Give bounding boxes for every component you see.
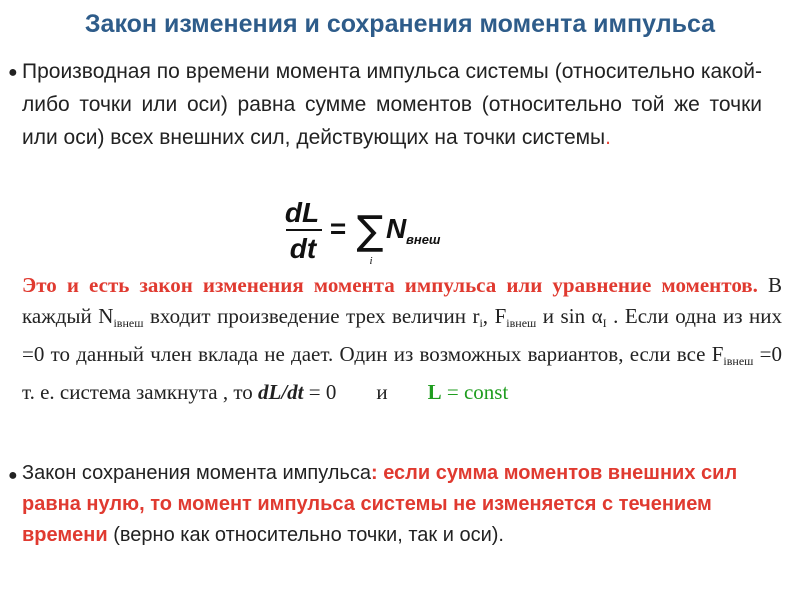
text-seg-5: . Если одна из них =0 то данный член вклада не дает. Один из возможных вариантов, если все F	[22, 304, 783, 366]
paragraph-derivative-law	[22, 55, 762, 154]
text-seg-2: входит произведение трех величин r	[143, 304, 480, 328]
bullet-dot-icon: ●	[8, 467, 18, 484]
text-seg-6: =0 т. е. система замкнута , то	[22, 342, 782, 404]
formula-equals: =	[329, 213, 347, 244]
page-title: Закон изменения и сохранения момента импульса	[84, 10, 716, 38]
equation-const-symbol: L	[427, 380, 442, 404]
formula-numerator: dL	[284, 197, 320, 228]
conservation-law-note: (верно как относительно точки, так и оси).	[107, 524, 504, 546]
paragraph-text: Производная по времени момента импульса системы (относительно какой-либо точки или оси) равна сумме моментов (относительно той же точки или оси) всех внешних сил, действующих на точки системы	[22, 60, 762, 149]
subscript-2: i	[479, 316, 483, 330]
paragraph-conservation-law	[22, 458, 782, 551]
highlight-law-statement: Это и есть закон изменения момента импульса или уравнение моментов.	[22, 273, 758, 297]
sum-index: i	[369, 255, 373, 267]
equation-derivative: dL/dt	[258, 380, 304, 404]
bullet-dot-icon: ●	[8, 64, 18, 81]
paragraph-end-dot: .	[605, 126, 611, 149]
subscript-3: iвнеш	[506, 316, 537, 330]
formula-rhs-subscript: внеш	[406, 232, 441, 247]
formula-rhs: N	[386, 213, 407, 244]
formula-moment-equation	[282, 196, 522, 268]
text-seg-3: , F	[482, 304, 507, 328]
equation-derivative-value: = 0	[303, 380, 337, 404]
conjunction-text: и	[376, 380, 388, 404]
paragraph-moments-equation	[22, 270, 782, 408]
conservation-law-statement: : если сумма моментов внешних сил равна нулю, то момент импульса системы не изменяется с течением времени	[22, 462, 738, 546]
text-seg-1: В каждый N	[22, 273, 782, 328]
equation-const-value: = const	[441, 380, 509, 404]
subscript-4: I	[602, 316, 607, 330]
subscript-1: iвнеш	[113, 316, 144, 330]
conservation-law-title: Закон сохранения момента импульса	[22, 462, 371, 484]
sum-symbol: ∑	[356, 208, 384, 254]
text-seg-4: и sin α	[536, 304, 603, 328]
formula-denominator: dt	[289, 233, 317, 264]
subscript-5: iвнеш	[723, 354, 754, 368]
